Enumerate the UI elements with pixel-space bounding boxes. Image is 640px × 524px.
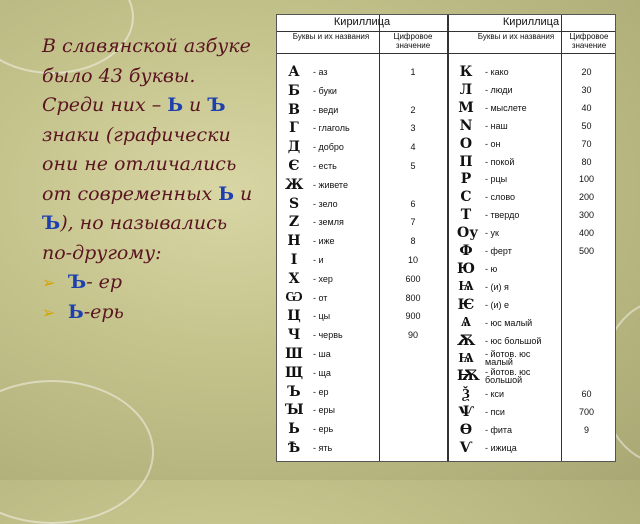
table-row [277,224,615,242]
letter-glyph: Ю [457,260,476,277]
letter-glyph: С [460,189,472,206]
table-row [277,349,615,367]
letter-name: - червь [313,330,343,341]
letter-glyph: Х [288,270,300,287]
letter-glyph: Ѕ [288,195,300,212]
letter-name: - цы [313,311,331,322]
letter-name: - иже [313,236,335,247]
table-row [277,260,615,278]
digit-value: 60 [581,389,592,400]
letter-glyph: Ζ [288,214,300,231]
table-row [277,421,615,439]
letter-glyph: Ѧ [460,314,472,331]
digit-value: 20 [581,67,592,77]
digit-value: 100 [578,174,595,185]
letter-name: - веди [313,104,339,115]
letter-name: - от [313,292,328,303]
digit-value: 800 [405,292,421,303]
table-row [277,403,615,421]
arrow-bullet-icon: ➢ [42,302,56,322]
intro-line: они не отличались [42,153,237,175]
cyrillic-table [276,14,616,462]
table-row [277,439,615,457]
digit-value: 7 [410,217,416,228]
letter-glyph: Ф [459,243,473,259]
letter-name: - добро [313,142,344,153]
table-row [277,117,615,135]
digit-value: 500 [578,246,595,256]
table-divider [277,53,615,54]
digit-value: 90 [407,330,418,341]
letter-glyph: Ѩ [458,278,474,295]
letter-glyph: Ѡ [285,289,303,306]
letter-name: - буки [313,85,337,96]
letter-glyph: О [459,135,473,152]
digit-value: 900 [405,311,421,322]
table-row [277,364,615,386]
letter-name: - слово [485,192,516,203]
letter-glyph: Ь [288,421,300,438]
letter-name: - ерь [313,424,334,435]
letter-name: - аз [313,67,328,77]
intro-line: по-другому: [42,241,162,264]
letter-glyph: Г [289,120,299,137]
letter-glyph: Д [287,139,301,156]
letter-glyph: Ѱ [458,404,474,421]
table-row [277,153,615,171]
letter-glyph: П [459,153,473,170]
letter-name: - (и) е [485,299,510,310]
letter-name: - зело [313,198,338,209]
header-title: Кириллица [333,16,391,28]
digit-value: 30 [581,84,592,95]
table-row [277,296,615,314]
bullet-item [42,268,272,298]
digit-value: 70 [581,138,592,149]
digit-value: 10 [407,255,418,265]
letter-glyph: Ѳ [459,422,473,438]
letter-name: - еры [313,405,335,416]
letter-name: - фита [485,425,512,435]
digit-value: 8 [410,236,416,247]
intro-line: и [183,94,208,116]
letter-glyph: Ш [285,346,303,362]
letter-glyph: Ѣ [287,440,301,456]
digit-value: 400 [578,228,595,239]
letter-glyph: N [459,117,473,134]
letter-glyph: Ъ [287,383,301,400]
header-letters: Буквы и их названия [292,32,370,41]
letter-name: - йотов. юс малый [485,349,531,368]
letter-name: - ер [313,386,329,397]
letter-name: - ферт [485,246,512,256]
letter-name: - ижица [485,442,517,453]
digit-value: 2 [410,104,416,115]
table-row [277,385,615,403]
digit-value: 9 [583,425,589,435]
letter-glyph: І [290,252,298,268]
letter-name: - (и) я [485,281,509,292]
digit-value: 40 [581,102,592,113]
letter-glyph: Р [460,171,472,188]
letter-glyph: Ѫ [457,332,476,349]
soft-sign-symbol: Ь [218,182,234,205]
letter-glyph: А [288,64,300,80]
letter-name: - пси [485,407,505,418]
letter-glyph: Н [287,233,301,250]
letter-name: - земля [313,217,344,228]
table-row [277,81,615,99]
letter-name: - он [485,138,501,149]
table-row [277,135,615,156]
letter-glyph: Ч [287,327,301,344]
letter-glyph: Т [460,207,472,224]
digit-value: 1 [410,67,416,77]
header-letters: Буквы и их названия [477,32,555,41]
letter-name: - ща [313,367,331,378]
table-row [277,314,615,332]
letter-name: - юс малый [485,317,533,328]
table-row [277,99,615,117]
letter-glyph: Ѵ [459,439,473,456]
letter-name: - наш [485,120,508,131]
table-row [277,278,615,296]
letter-name: - юс большой [485,335,542,346]
letter-name: - ю [485,263,498,274]
letter-glyph: Ѩ [458,349,474,366]
letter-name: - ша [313,349,331,359]
digit-value: 80 [581,156,592,167]
digit-value: 5 [410,161,416,171]
letter-glyph: М [458,99,474,116]
header-digit: Цифровое значение [569,32,609,50]
intro-line: Среди них – [42,94,168,116]
letter-name: - ять [313,443,333,453]
digit-value: 700 [578,407,595,418]
hard-sign-symbol: Ъ [207,94,226,116]
decor-swirl [0,380,154,524]
bullet-text: -ерь [83,300,124,323]
letter-glyph: Ѯ [462,385,470,402]
bullet-symbol: Ъ [68,271,87,293]
digit-value: 600 [405,273,421,284]
intro-line: было 43 буквы. [42,64,196,87]
table-row [277,332,615,350]
intro-line: ), но назывались [60,212,228,234]
letter-glyph: Щ [285,364,304,381]
header-title: Кириллица [502,16,560,28]
soft-sign-symbol: Ь [167,94,183,116]
header-digit: Цифровое значение [393,32,433,50]
letter-name: - живете [313,179,348,190]
digit-value: 200 [578,192,595,203]
letter-name: - покой [485,156,515,167]
letter-glyph: Б [288,82,300,99]
table-row [277,188,615,206]
digit-value: 4 [410,142,416,153]
letter-name: - глаголь [313,123,350,134]
table-row [277,63,615,81]
intro-text [42,32,272,327]
letter-glyph: Оу [457,225,479,242]
digit-value: 300 [578,210,595,221]
bullet-list [42,268,272,327]
letter-name: - люди [485,84,513,95]
intro-line: и [234,182,253,205]
letter-glyph: В [288,101,300,118]
digit-value: 6 [410,198,416,209]
table-row [277,242,615,260]
letter-glyph: Ꙑ [285,402,304,419]
letter-name: - хер [313,273,333,284]
digit-value: 50 [581,120,592,131]
bullet-item [42,298,272,328]
letter-name: - мыслете [485,102,527,113]
letter-glyph: Ѭ [457,368,480,385]
intro-line: знаки (графически [42,123,231,146]
hard-sign-symbol: Ъ [42,212,61,234]
table-row [277,170,615,188]
letter-name: - рцы [485,174,508,185]
letter-glyph: Є [288,158,300,174]
letter-name: - ук [485,228,499,239]
bullet-text: - ер [86,271,123,293]
letter-name: - твердо [485,210,520,221]
letter-name: - и [313,255,324,265]
letter-name: - кси [485,389,505,400]
letter-name: - есть [313,161,337,171]
letter-name: - како [485,67,509,77]
letter-glyph: Л [459,81,473,98]
letter-name: - йотов. юс большой [485,367,531,386]
digit-value: 3 [410,123,416,134]
intro-line: В славянской азбуке [42,35,251,57]
letter-glyph: Ц [287,308,301,325]
letter-glyph: Ж [285,176,304,193]
bullet-symbol: Ь [68,300,84,323]
table-row [277,206,615,224]
arrow-bullet-icon: ➢ [42,273,56,292]
letter-glyph: К [459,64,473,80]
intro-line: от современных [42,182,219,205]
letter-glyph: Ѥ [457,296,475,313]
